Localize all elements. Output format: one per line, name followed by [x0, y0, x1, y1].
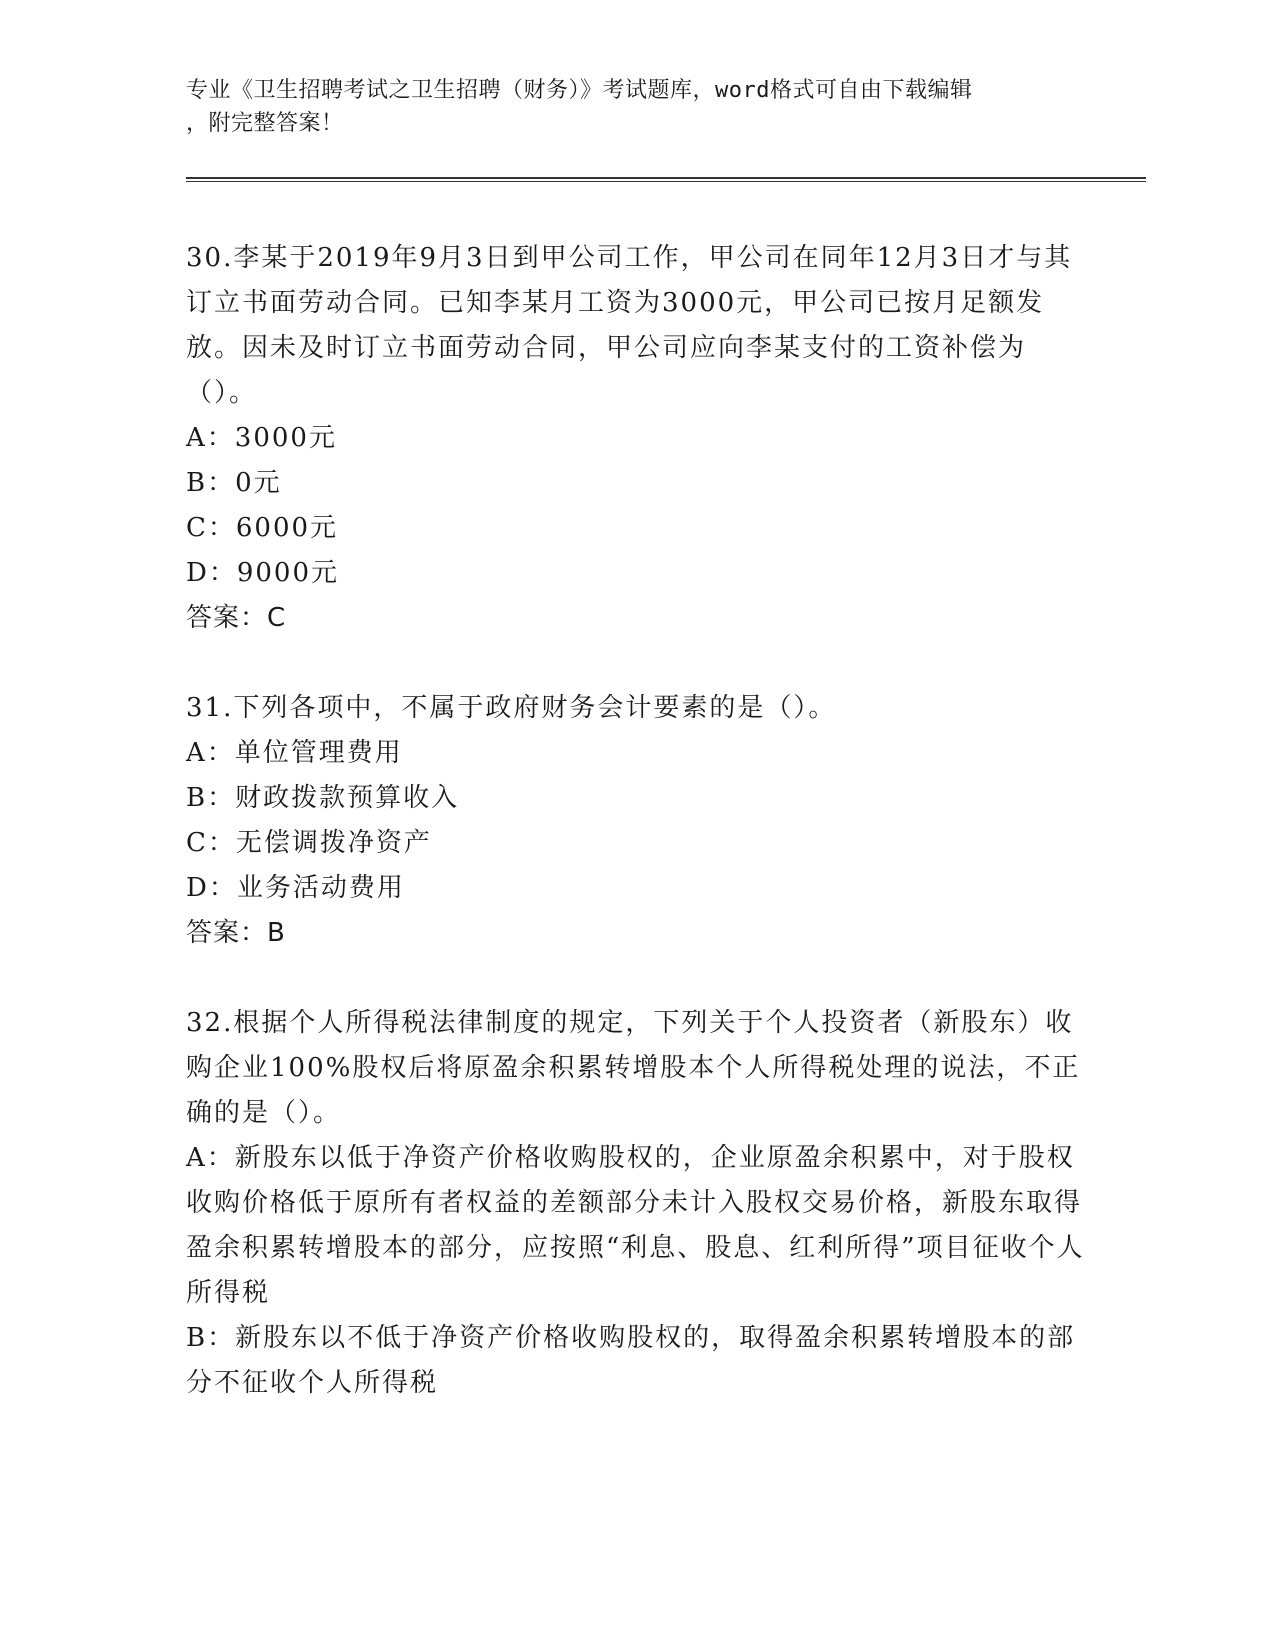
option-c: C：无偿调拨净资产: [186, 828, 432, 858]
option-a: A：3000元: [186, 423, 337, 453]
option-b: B：新股东以不低于净资产价格收购股权的，取得盈余积累转增股本的部分不征收个人所得税: [186, 1323, 1076, 1398]
option-d: D：业务活动费用: [186, 873, 405, 903]
question-stem: 30.李某于2019年9月3日到甲公司工作，甲公司在同年12月3日才与其订立书面劳动合同。已知李某月工资为3000元，甲公司已按月足额发放。因未及时订立书面劳动合同，甲公司应向李某支付的工资补偿为（）。: [186, 243, 1073, 408]
question-stem: 31.下列各项中，不属于政府财务会计要素的是（）。: [186, 693, 837, 723]
document-header: [186, 74, 1066, 140]
option-a: A：新股东以低于净资产价格收购股权的，企业原盈余积累中，对于股权收购价格低于原所有者权益的差额部分未计入股权交易价格，新股东取得盈余积累转增股本的部分，应按照“利息、股息、红利所得”项目征收个人所得税: [186, 1143, 1085, 1308]
header-line-2: ，附完整答案！: [186, 111, 344, 136]
option-c: C：6000元: [186, 513, 339, 543]
answer-label: 答案：C: [186, 603, 287, 633]
question-31: [186, 686, 1086, 956]
option-b: B：0元: [186, 468, 282, 498]
header-line-1: 专业《卫生招聘考试之卫生招聘（财务）》考试题库，word格式可自由下载编辑: [186, 78, 973, 103]
option-d: D：9000元: [186, 558, 340, 588]
question-32: [186, 1001, 1086, 1406]
question-30: [186, 236, 1086, 641]
question-list: [186, 236, 1086, 1451]
answer-label: 答案：B: [186, 918, 286, 948]
option-b: B：财政拨款预算收入: [186, 783, 460, 813]
question-stem: 32.根据个人所得税法律制度的规定，下列关于个人投资者（新股东）收购企业100%股权后将原盈余积累转增股本个人所得税处理的说法，不正确的是（）。: [186, 1008, 1081, 1128]
option-a: A：单位管理费用: [186, 738, 403, 768]
header-divider: [186, 177, 1146, 182]
